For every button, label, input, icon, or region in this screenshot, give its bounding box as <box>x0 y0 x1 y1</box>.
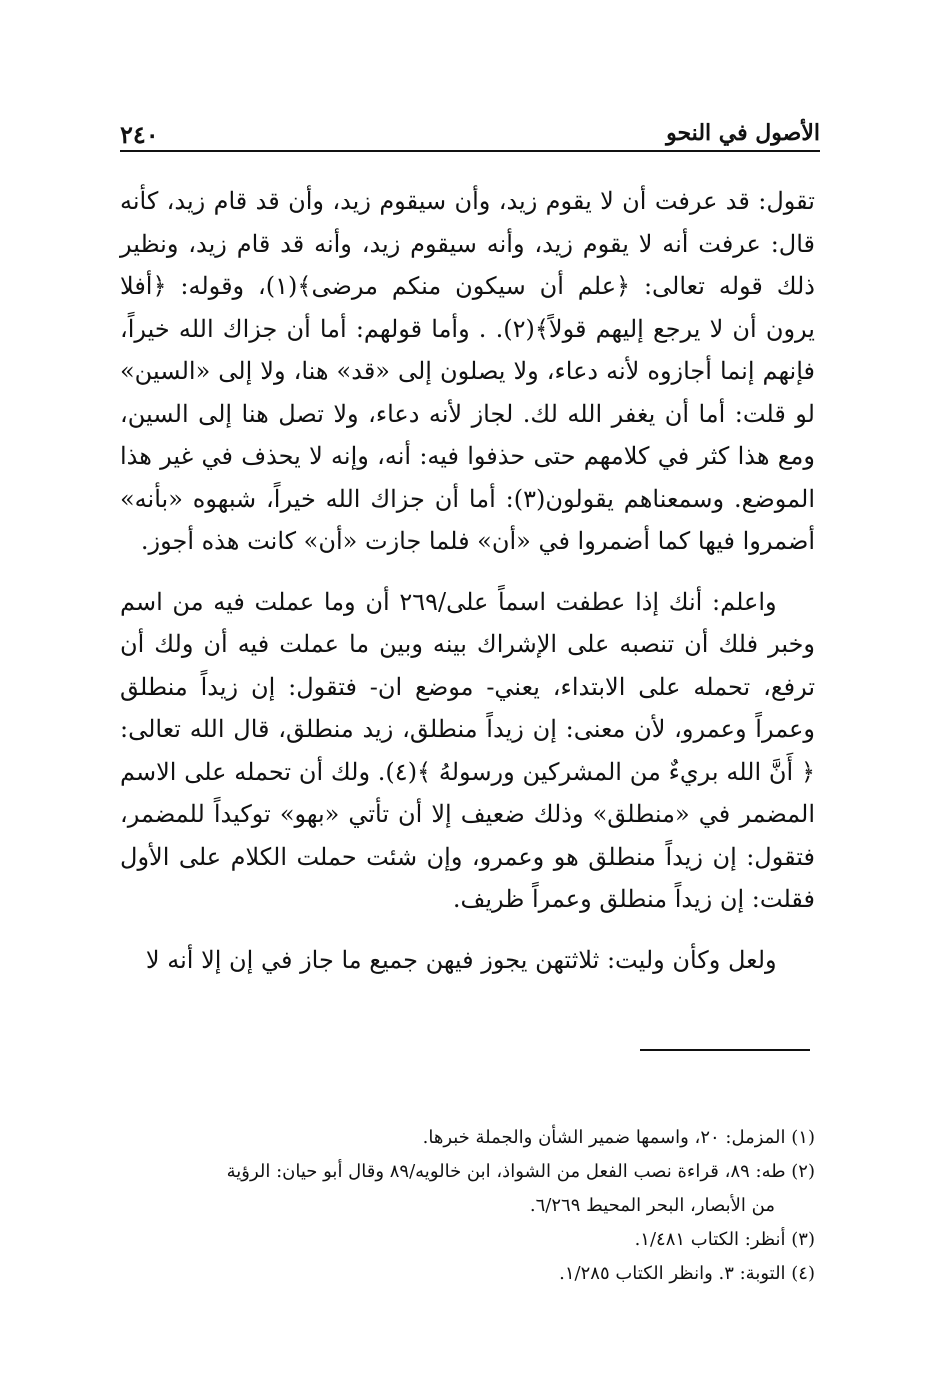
paragraph-2: واعلم: أنك إذا عطفت اسماً على/٢٦٩ أن وما عملت فيه من اسم وخبر فلك أن تنصبه على الإشراك بينه وبين ما عملت فيه أن ولك أن ترفع، تحمله على الابتداء، يعني- موضع ان- فتقول: إن زيداً منطلق وعمراً وعمرو، لأن معنى: إن زيداً منطلق، زيد منطلق، قال الله تعالى: ﴿ أَنَّ الله بريءٌ من المشركين ورسولهُ ﴾(٤). ولك أن تحمله على الاسم المضمر في «منطلق» وذلك ضعيف إلا أن تأتي «بهو» توكيداً للمضمر، فتقول: إن زيداً منطلق هو وعمرو، وإن شئت حملت الكلام على الأول فقلت: إن زيداً منطلق وعمراً ظريف. <box>120 587 816 913</box>
page-number: ٢٤٠ <box>120 120 159 149</box>
paragraph-1: تقول: قد عرفت أن لا يقوم زيد، وأن سيقوم زيد، وأن قد قام زيد، كأنه قال: عرفت أنه لا يقوم زيد، وأنه سيقوم زيد، وأنه قد قام زيد، ونظير ذلك قوله تعالى: ﴿علم أن سيكون منكم مرضى﴾(١)، وقوله: ﴿أفلا يرون أن لا يرجع إليهم قولاً﴾(٢). . وأما قولهم: أما أن جزاك الله خيراً، فإنهم إنما أجازوه لأنه دعاء، ولا يصلون إلى «قد» هنا، ولا إلى «السين» لو قلت: أما أن يغفر الله لك. لجاز لأنه دعاء، ولا تصل هنا إلى السين، ومع هذا كثر في كلامهم حتى حذفوا فيه: أنه، وإنه لا يحذف في غير هذا الموضع. وسمعناهم يقولون(٣): أما أن جزاك الله خيراً، شبهوه «بأنه» أضمروا فيها كما أضمروا في «أن» فلما جازت «أن» كانت هذه أجوز. <box>120 187 816 555</box>
running-title: الأصول في النحو <box>666 120 820 146</box>
footnote-4: (٤) التوبة: ٣. وانظر الكتاب ١/٢٨٥. <box>559 1263 815 1284</box>
paragraph-3: ولعل وكأن وليت: ثلاثتهن يجوز فيهن جميع ما جاز في إن إلا أنه لا <box>145 945 777 974</box>
footnotes <box>120 1122 815 1292</box>
footnote-2: (٢) طه: ٨٩، قراءة نصب الفعل من الشواذ، ابن خالويه/٨٩ وقال أبو حيان: الرؤية <box>226 1161 815 1182</box>
footnote-2-continuation: من الأبصار، البحر المحيط ٦/٢٦٩. <box>529 1195 775 1216</box>
footnote-1: (١) المزمل: ٢٠، واسمها ضمير الشأن والجملة خبرها. <box>422 1127 815 1148</box>
page-header <box>120 116 820 152</box>
main-text <box>120 180 815 981</box>
footnote-separator <box>640 1049 810 1051</box>
footnote-3: (٣) أنظر: الكتاب ١/٤٨١. <box>634 1229 815 1250</box>
